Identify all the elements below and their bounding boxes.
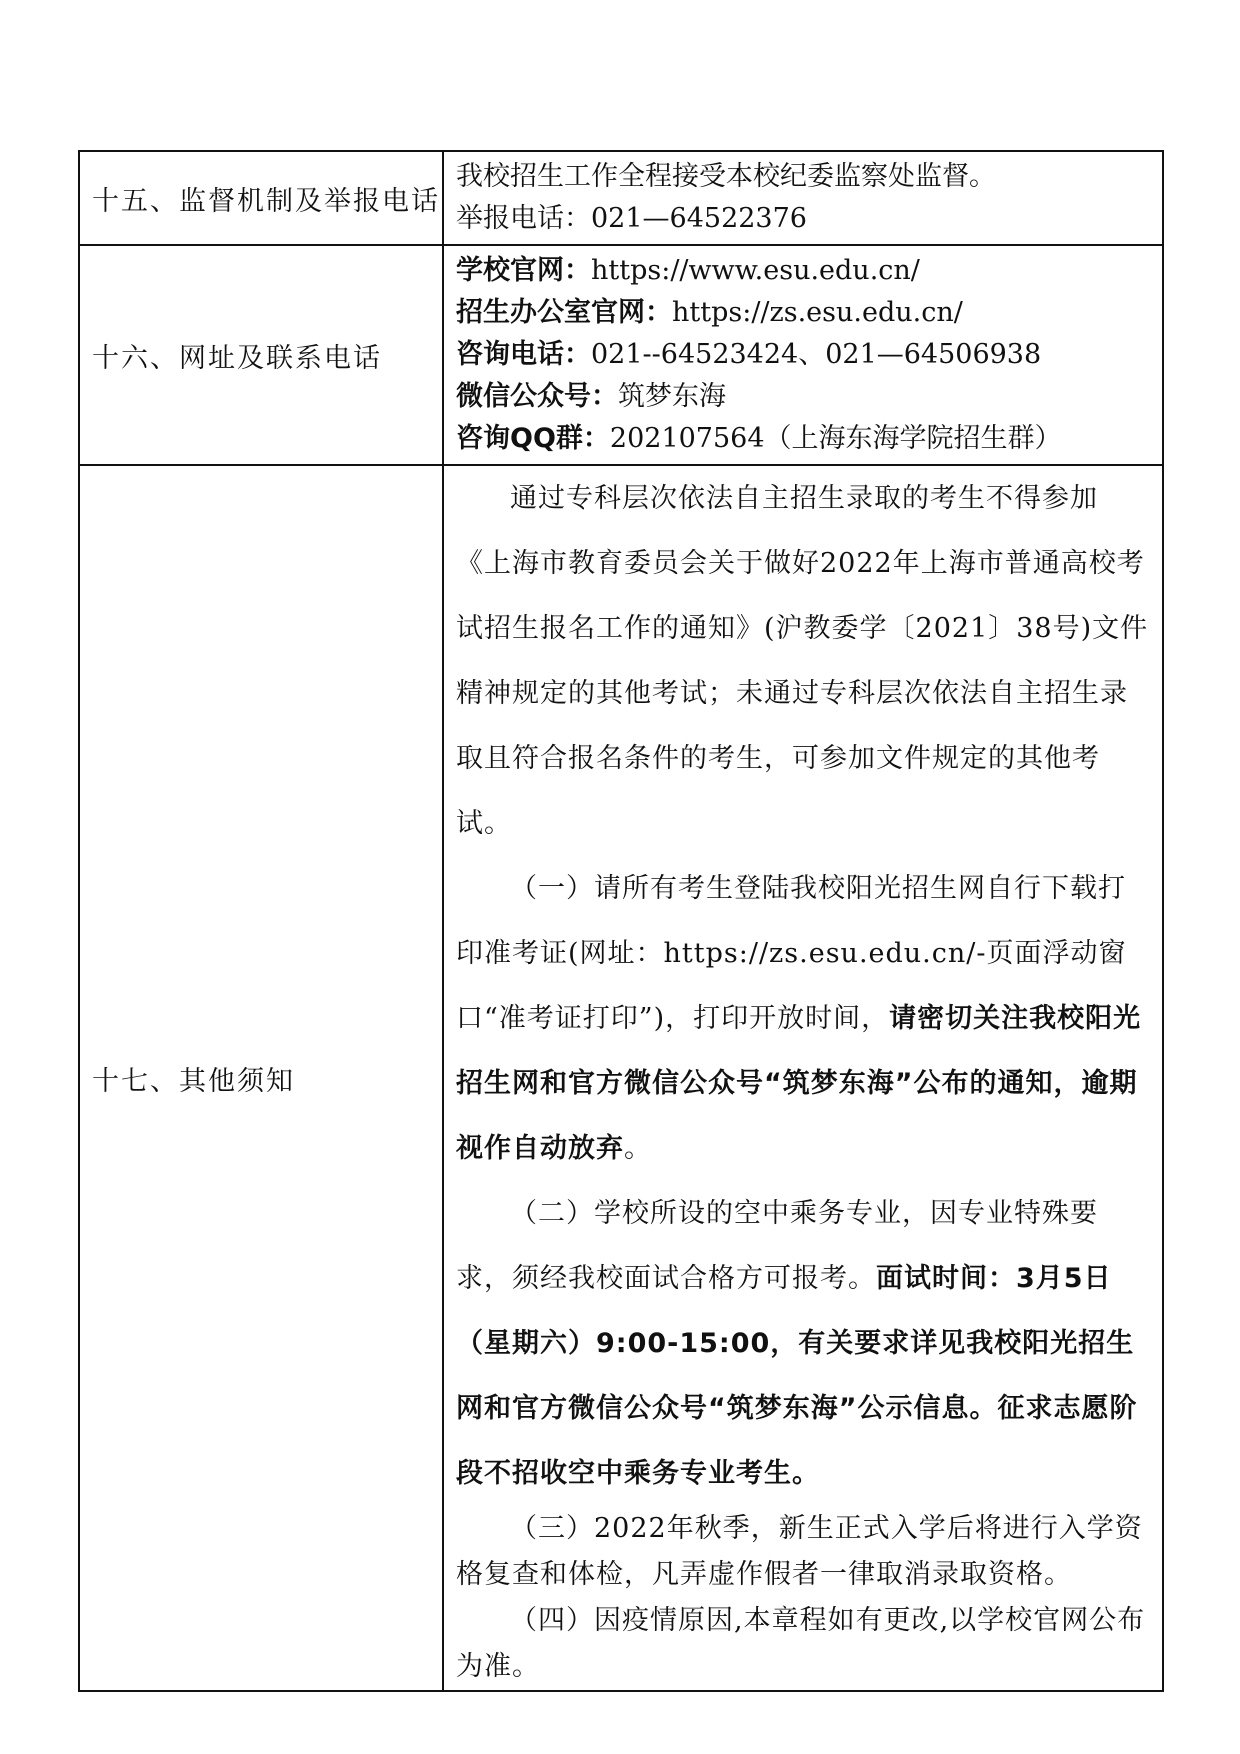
p3-text: （二）学校所设的空中乘务专业，因专业特殊要求，须经我校面试合格方可报考。 <box>456 1198 1098 1294</box>
row-content-notes <box>443 465 1163 1691</box>
contact-key: 学校官网： <box>456 255 591 286</box>
row-label-supervision: 十五、监督机制及举报电话 <box>79 151 443 245</box>
contact-key: 招生办公室官网： <box>456 297 672 328</box>
table-row <box>79 245 1163 465</box>
admission-website-link[interactable]: https://zs.esu.edu.cn/ <box>672 297 963 328</box>
p3-bold-text: 面试时间：3月5日（星期六）9:00-15:00，有关要求详见我校阳光招生网和官方微信公众号“筑梦东海”公示信息。征求志愿阶段不招收空中乘务专业考生。 <box>456 1263 1138 1489</box>
row-label-notes: 十七、其他须知 <box>79 465 443 1691</box>
wechat-account: 筑梦东海 <box>618 381 726 412</box>
table-row <box>79 465 1163 1691</box>
notes-paragraph-4: （三）2022年秋季，新生正式入学后将进行入学资格复查和体检，凡弄虚作假者一律取消录取资格。 <box>456 1513 1143 1590</box>
contact-item-website <box>456 250 1150 292</box>
p2-end: 。 <box>624 1133 652 1164</box>
contact-item-admission-site <box>456 292 1150 334</box>
p2-text: （一）请所有考生登陆我校阳光招生网自行下载打印准考证(网址：https://zs.esu.edu.cn/-页面浮动窗口“准考证打印”)，打印开放时间， <box>456 873 1127 1034</box>
contact-key: 咨询电话： <box>456 339 591 370</box>
contact-key: 咨询QQ群： <box>456 423 610 454</box>
table-row <box>79 151 1163 245</box>
contact-key: 微信公众号： <box>456 381 618 412</box>
row-label-contact: 十六、网址及联系电话 <box>79 245 443 465</box>
school-website-link[interactable]: https://www.esu.edu.cn/ <box>591 255 920 286</box>
contact-item-qq <box>456 418 1150 460</box>
row-content-supervision <box>443 151 1163 245</box>
supervision-text: 我校招生工作全程接受本校纪委监察处监督。 <box>456 161 996 192</box>
notes-paragraph-2 <box>456 856 1150 1181</box>
report-phone: 举报电话：021—64522376 <box>456 203 807 234</box>
contact-item-phone <box>456 334 1150 376</box>
p2-bold-text: 请密切关注我校阳光招生网和官方微信公众号“筑梦东海”公布的通知，逾期视作自动放弃 <box>456 1003 1142 1164</box>
qq-group: 202107564（上海东海学院招生群） <box>609 423 1062 454</box>
notes-paragraph-5: （四）因疫情原因,本章程如有更改,以学校官网公布为准。 <box>456 1605 1146 1682</box>
notes-paragraph-1: 通过专科层次依法自主招生录取的考生不得参加《上海市教育委员会关于做好2022年上海市普通高校考试招生报名工作的通知》(沪教委学〔2021〕38号)文件精神规定的其他考试；未通过专科层次依法自主招生录取且符合报名条件的考生，可参加文件规定的其他考试。 <box>456 483 1149 839</box>
contact-item-wechat <box>456 376 1150 418</box>
admissions-info-table <box>78 150 1164 1692</box>
row-content-contact <box>443 245 1163 465</box>
notes-paragraph-3 <box>456 1181 1150 1506</box>
consult-phone: 021--64523424、021—64506938 <box>591 339 1042 370</box>
